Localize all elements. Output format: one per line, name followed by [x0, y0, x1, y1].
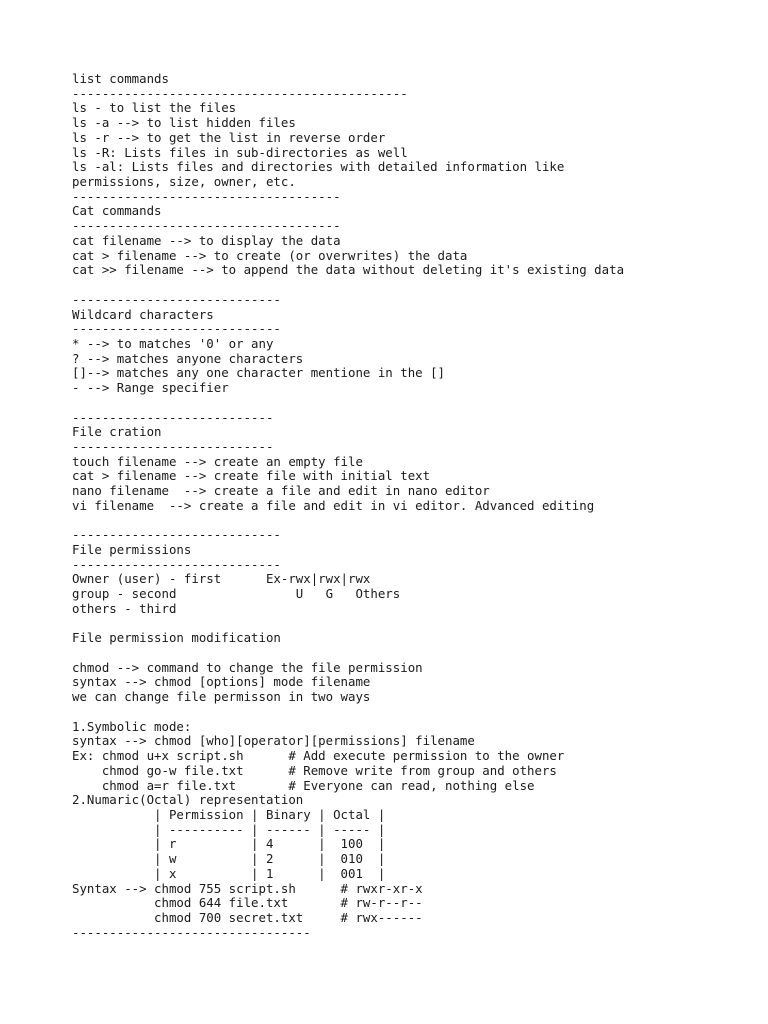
- document-line: []--> matches any one character mentione in the []: [72, 365, 445, 381]
- document-line: vi filename --> create a file and edit in vi editor. Advanced editing: [72, 497, 595, 513]
- document-line: touch filename --> create an empty file: [72, 453, 363, 469]
- document-line: ----------------------------: [72, 556, 281, 572]
- document-line: [72, 646, 624, 661]
- document-line: File permissions: [72, 542, 192, 557]
- document-line: [72, 514, 624, 529]
- document-line: | Permission | Binary | Octal |: [72, 806, 386, 822]
- document-line: cat filename --> to display the data: [72, 232, 341, 248]
- document-line: chmod 644 file.txt # rw-r--r--: [72, 895, 423, 911]
- document-line: 2.Numaric(Octal) representation: [72, 792, 304, 808]
- document-line: Owner (user) - first Ex-rwx|rwx|rwx: [72, 571, 371, 587]
- document-line: chmod 700 secret.txt # rwx------: [72, 909, 423, 925]
- document-line: group - second U G Others: [72, 586, 401, 602]
- document-line: ---------------------------: [72, 438, 274, 454]
- document-line: ls -r --> to get the list in reverse order: [72, 129, 386, 145]
- document-line: [72, 705, 624, 720]
- document-line: Ex: chmod u+x script.sh # Add execute permission to the owner: [72, 748, 565, 764]
- document-body: [72, 72, 624, 940]
- document-line: ---------------------------------------------: [72, 85, 408, 101]
- document-line: list commands: [72, 71, 169, 86]
- document-line: ----------------------------: [72, 321, 281, 337]
- document-line: others - third: [72, 600, 177, 616]
- document-line: cat > filename --> to create (or overwrites) the data: [72, 247, 468, 263]
- document-line: | r | 4 | 100 |: [72, 836, 386, 852]
- document-line: ----------------------------: [72, 291, 281, 307]
- document-line: [72, 617, 624, 632]
- document-line: nano filename --> create a file and edit in nano editor: [72, 483, 490, 499]
- document-line: ---------------------------: [72, 409, 274, 425]
- document-line: ----------------------------: [72, 527, 281, 543]
- document-line: cat >> filename --> to append the data without deleting it's existing data: [72, 262, 625, 278]
- document-line: Cat commands: [72, 203, 162, 219]
- document-line: File permission modification: [72, 630, 281, 646]
- document-line: ------------------------------------: [72, 218, 341, 234]
- document-line: * --> to matches '0' or any: [72, 335, 274, 351]
- document-line: | x | 1 | 001 |: [72, 865, 386, 881]
- document-line: ------------------------------------: [72, 188, 341, 204]
- document-line: syntax --> chmod [options] mode filename: [72, 674, 371, 690]
- document-line: ls - to list the files: [72, 100, 237, 116]
- document-line: ls -R: Lists files in sub-directories as well: [72, 144, 408, 160]
- document-line: permissions, size, owner, etc.: [72, 174, 296, 190]
- document-line: [72, 278, 624, 293]
- document-line: File cration: [72, 424, 162, 440]
- document-line: Syntax --> chmod 755 script.sh # rwxr-xr-x: [72, 880, 423, 896]
- document-line: [72, 396, 624, 411]
- document-line: ls -a --> to list hidden files: [72, 115, 296, 131]
- document-line: ? --> matches anyone characters: [72, 350, 304, 366]
- document-line: --------------------------------: [72, 924, 311, 940]
- document-line: cat > filename --> create file with initial text: [72, 468, 431, 484]
- document-line: Wildcard characters: [72, 306, 214, 322]
- document-line: 1.Symbolic mode:: [72, 718, 192, 734]
- document-line: chmod --> command to change the file permission: [72, 659, 423, 675]
- document-line: chmod a=r file.txt # Everyone can read, nothing else: [72, 777, 535, 793]
- document-line: we can change file permisson in two ways: [72, 689, 371, 705]
- document-line: | w | 2 | 010 |: [72, 851, 386, 867]
- document-line: chmod go-w file.txt # Remove write from group and others: [72, 762, 557, 778]
- document-line: - --> Range specifier: [72, 380, 229, 396]
- document-line: | ---------- | ------ | ----- |: [72, 821, 386, 837]
- document-line: syntax --> chmod [who][operator][permissions] filename: [72, 733, 475, 749]
- document-line: ls -al: Lists files and directories with detailed information like: [72, 159, 565, 175]
